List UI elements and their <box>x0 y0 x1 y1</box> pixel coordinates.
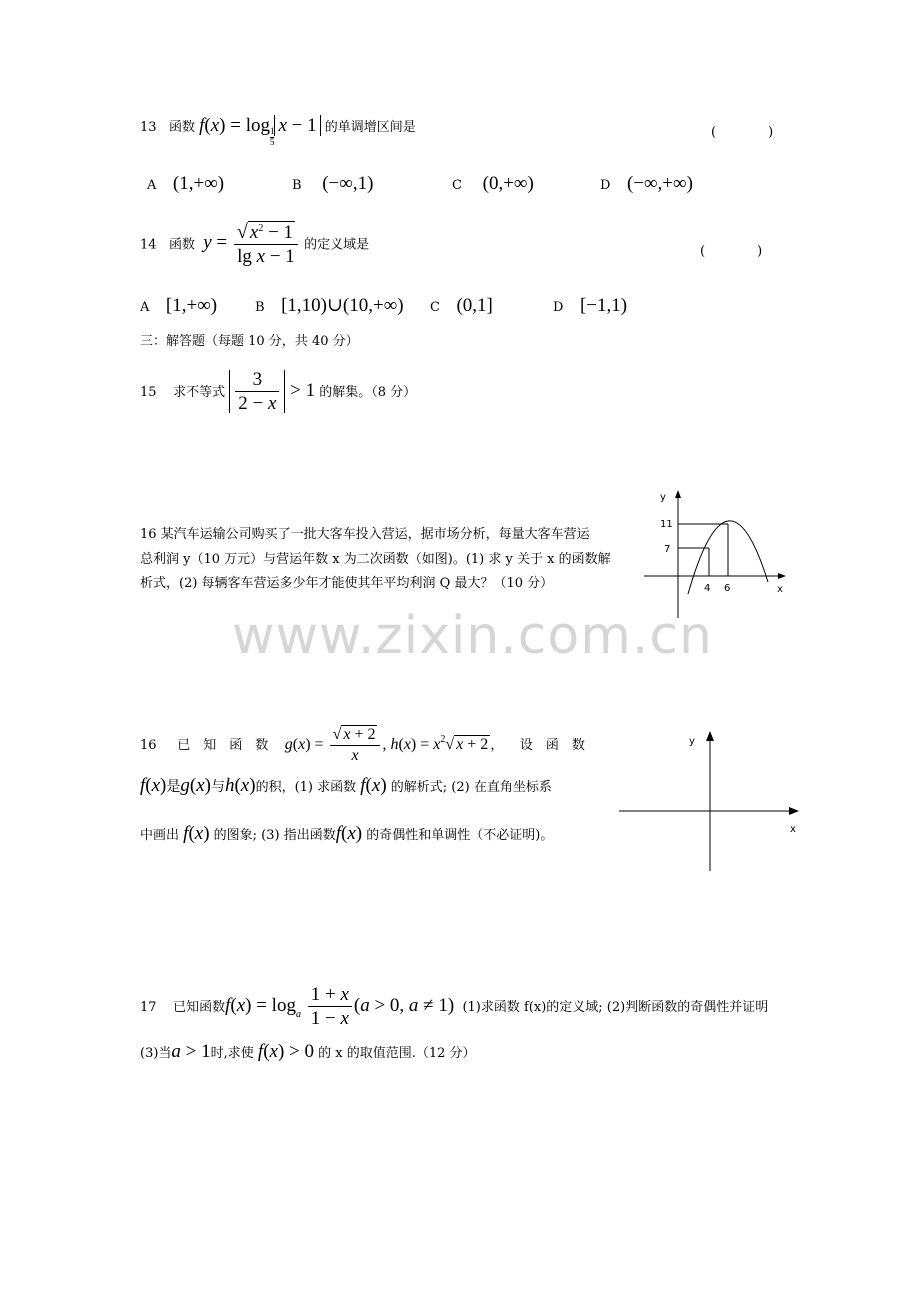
q13-stem <box>140 116 416 148</box>
q16b-lead: 已 知 函 数 <box>177 738 269 754</box>
q17-inequality: f(x) > 0 <box>257 1041 315 1062</box>
q16b-fx-1: f(x) <box>360 775 387 796</box>
q16b-line3-lead: 中画出 <box>140 828 180 843</box>
q13-lead: 函数 <box>168 120 195 135</box>
q17-line-1 <box>140 985 768 1028</box>
q14-lead: 函数 <box>168 237 195 253</box>
q14-number: 14 <box>140 237 157 253</box>
q17-line2-lead: (3)当 <box>140 1046 172 1061</box>
q16b-product-phrase: f(x)是g(x)与h(x) <box>140 775 256 796</box>
q13-option-c: C (0,+∞) <box>452 173 534 194</box>
q14-answer-paren: ( ) <box>700 244 763 259</box>
q13-number: 13 <box>140 120 157 135</box>
q16b-blank-axes <box>615 728 805 874</box>
q16a-line-3: 析式，(2) 每辆客车营运多少年才能使其年平均利润 Q 最大？（10 分） <box>140 576 554 591</box>
q15-number: 15 <box>140 384 157 400</box>
q13-tail: 的单调增区间是 <box>324 120 416 135</box>
q15-tail: 的解集。（8 分） <box>319 384 417 400</box>
q13-option-d: D (−∞,+∞) <box>600 173 693 194</box>
q17-condition: a > 1 <box>171 1041 211 1062</box>
q16b-line-2 <box>140 776 552 795</box>
q13-answer-paren: ( ) <box>711 125 774 140</box>
q13-option-a: A (1,+∞) <box>147 173 225 194</box>
q14-option-a: A [1,+∞) <box>140 295 218 316</box>
q16b-line3-tail: 的奇偶性和单调性（不必证明)。 <box>366 828 554 843</box>
q17-number: 17 <box>140 999 157 1015</box>
q15-stem <box>140 370 416 413</box>
q16b-line-3 <box>140 824 553 843</box>
x-axis-arrow-icon <box>778 573 786 579</box>
y-tick-7: 7 <box>664 544 671 555</box>
q16b-formula-gh: g(x) = $\frac{√ x + 2}{x}$ , $h(x) = x^2√$ x + 2 <box>284 726 489 764</box>
q14-option-b: B [1,10)∪(10,+∞) <box>255 295 404 316</box>
q17-formula: $f(x) = \log_a$ $\frac{1 + x}{1 - x}$ (a > 0, a ≠ 1) <box>225 984 455 1029</box>
x-tick-6: 6 <box>724 583 731 594</box>
q16a-line-2: 总利润 y（10 万元）与营运年数 x 为二次函数（如图)。(1) 求 y 关于 x 的函数解 <box>140 552 611 567</box>
q16a-parabola-graph <box>640 486 800 626</box>
q14-tail: 的定义域是 <box>304 237 370 253</box>
y-axis-label: y <box>689 736 695 747</box>
q17-tail: (1)求函数 f(x)的定义域; (2)判断函数的奇偶性并证明 <box>462 999 769 1015</box>
q16b-line-1: 16 已 知 函 数 g(x) = $\frac{√ x + 2}{x}$ , $h(x) = x^2√$ x + 2 ， 设 函 数 <box>140 726 585 764</box>
x-axis-label: x <box>790 824 796 835</box>
y-axis-arrow-icon <box>706 731 714 741</box>
y-axis-label: y <box>660 492 666 503</box>
q14-option-c: C (0,1] <box>430 295 493 316</box>
q17-line-2 <box>140 1042 476 1061</box>
q16b-number: 16 <box>140 738 157 754</box>
q17-lead: 已知函数 <box>173 999 226 1015</box>
q13-formula: f(x) = log $\frac{1}{5}$ x − 1 <box>199 115 321 136</box>
section-heading: 三：解答题（每题 10 分，共 40 分） <box>140 334 359 349</box>
q16b-line2-tail: 的解析式; (2) 在直角坐标系 <box>390 780 552 795</box>
q13-option-b: B (−∞,1) <box>292 173 374 194</box>
q15-lead: 求不等式 <box>173 384 226 400</box>
q14-stem <box>140 222 369 266</box>
q16b-after: 设 函 数 <box>519 738 585 754</box>
q16a-line-1: 16 某汽车运输公司购买了一批大客车投入营运，据市场分析，每量大客车营运 <box>140 527 590 542</box>
q15-formula: $\frac{3}{2 - x}$ > 1 <box>229 380 315 401</box>
x-axis-label: x <box>777 584 783 595</box>
x-axis-arrow-icon <box>789 807 799 815</box>
q16b-fx-2: f(x) <box>183 823 210 844</box>
q14-formula: y = $\frac{√ x^2 - 1}{\text{lg x − 1}}$ <box>203 232 300 253</box>
q17-line2-mid: 时,求使 <box>210 1046 254 1061</box>
watermark: www.zixin.com.cn <box>232 606 713 666</box>
x-tick-4: 4 <box>704 583 711 594</box>
q16b-line2-mid: 的积，(1) 求函数 <box>255 780 357 795</box>
q16b-fx-3: f(x) <box>335 823 363 844</box>
y-tick-11: 11 <box>660 519 673 530</box>
q16b-line3-mid: 的图象; (3) 指出函数 <box>213 828 336 843</box>
y-axis-arrow-icon <box>675 490 681 498</box>
q14-option-d: D [−1,1) <box>553 295 628 316</box>
q17-line2-tail: 的 x 的取值范围.（12 分） <box>318 1046 476 1061</box>
